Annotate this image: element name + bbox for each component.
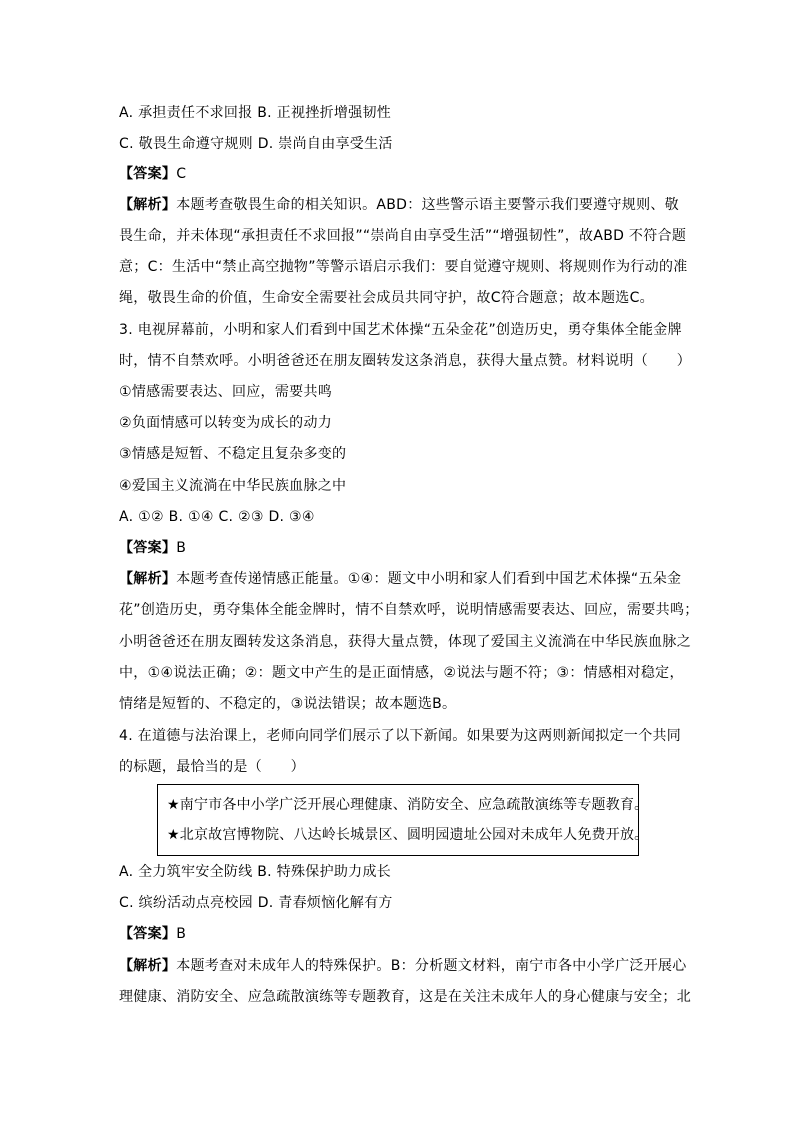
q4-stem-line-1: 4. 在道德与法治课上，老师向同学们展示了以下新闻。如果要为这两则新闻拟定一个共同 <box>119 728 682 744</box>
q3-answer <box>119 538 689 558</box>
news-item-1: ★南宁市各中小学广泛开展心理健康、消防安全、应急疏散演练等专题教育。 <box>167 797 649 813</box>
analysis-text: 本题考查对未成年人的特殊保护。B：分析题文材料，南宁市各中小学广泛开展心 <box>176 958 687 974</box>
q2-analysis-line-3: 意；C：生活中“禁止高空抛物”等警示语启示我们：要自觉遵守规则、将规则作为行动的准 <box>119 259 688 275</box>
q4-analysis-line-2: 理健康、消防安全、应急疏散演练等专题教育，这是在关注未成年人的身心健康与安全；北 <box>119 989 691 1005</box>
answer-label: 【答案】 <box>119 540 177 556</box>
q2-options-line-1: A. 承担责任不求回报 B. 正视挫折增强韧性 <box>119 105 392 121</box>
q4-answer <box>119 924 689 944</box>
q3-item-1: ①情感需要表达、回应，需要共鸣 <box>119 384 333 400</box>
q2-answer <box>119 164 689 184</box>
q3-item-2: ②负面情感可以转变为成长的动力 <box>119 415 333 431</box>
q3-analysis-line-2: 花”创造历史，勇夺集体全能金牌时，情不自禁欢呼，说明情感需要表达、回应，需要共鸣； <box>119 602 699 618</box>
q2-analysis-line-2: 畏生命，并未体现“承担责任不求回报”“崇尚自由享受生活”“增强韧性”，故ABD 不符合题 <box>119 228 687 244</box>
q4-analysis-line-1 <box>119 956 689 976</box>
analysis-label: 【解析】 <box>119 958 177 974</box>
q4-stem-line-2: 的标题，最恰当的是（ ） <box>119 759 305 775</box>
news-item-2: ★北京故宫博物院、八达岭长城景区、圆明园遗址公园对未成年人免费开放。 <box>167 827 649 843</box>
q2-options-line-2: C. 敬畏生命遵守规则 D. 崇尚自由享受生活 <box>119 136 393 152</box>
answer-value: C <box>176 166 187 182</box>
q3-stem-line-2: 时，情不自禁欢呼。小明爸爸还在朋友圈转发这条消息，获得大量点赞。材料说明（ ） <box>119 353 691 369</box>
q3-item-3: ③情感是短暂、不稳定且复杂多变的 <box>119 446 347 462</box>
q3-analysis-line-1 <box>119 569 689 589</box>
analysis-text: 本题考查传递情感正能量。①④：题文中小明和家人们看到中国艺术体操“五朵金 <box>176 571 682 587</box>
q3-item-4: ④爱国主义流淌在中华民族血脉之中 <box>119 478 347 494</box>
q4-options-line-2: C. 缤纷活动点亮校园 D. 青春烦恼化解有方 <box>119 895 393 911</box>
q2-analysis-line-4: 绳，敬畏生命的价值，生命安全需要社会成员共同守护，故C符合题意；故本题选C。 <box>119 290 654 306</box>
analysis-text: 本题考查敬畏生命的相关知识。ABD：这些警示语主要警示我们要遵守规则、敬 <box>176 197 679 213</box>
answer-value: B <box>176 540 187 556</box>
analysis-label: 【解析】 <box>119 197 177 213</box>
news-box <box>157 784 649 856</box>
answer-label: 【答案】 <box>119 166 177 182</box>
q4-options-line-1: A. 全力筑牢安全防线 B. 特殊保护助力成长 <box>119 864 392 880</box>
q3-analysis-line-5: 情绪是短暂的、不稳定的，③说法错误；故本题选B。 <box>119 696 457 712</box>
q3-options: A. ①② B. ①④ C. ②③ D. ③④ <box>119 509 315 525</box>
q3-analysis-line-4: 中，①④说法正确；②：题文中产生的是正面情感，②说法与题不符；③：情感相对稳定， <box>119 665 684 681</box>
analysis-label: 【解析】 <box>119 571 177 587</box>
answer-value: B <box>176 926 187 942</box>
q3-stem-line-1: 3. 电视屏幕前，小明和家人们看到中国艺术体操“五朵金花”创造历史，勇夺集体全能金牌 <box>119 322 682 338</box>
q2-analysis-line-1 <box>119 195 689 215</box>
answer-label: 【答案】 <box>119 926 177 942</box>
q3-analysis-line-3: 小明爸爸还在朋友圈转发这条消息，获得大量点赞，体现了爱国主义流淌在中华民族血脉之 <box>119 634 691 650</box>
